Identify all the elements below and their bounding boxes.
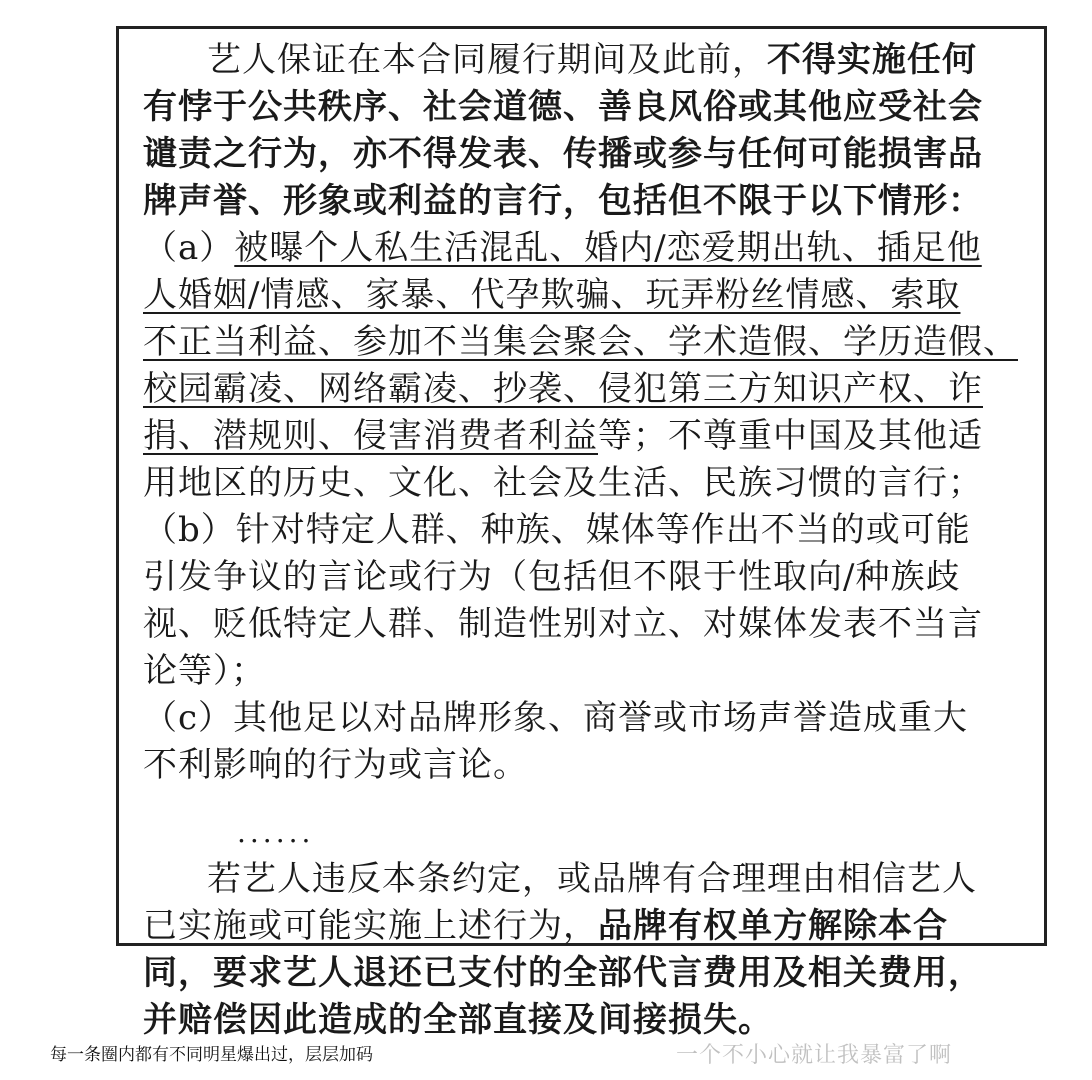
spacer (143, 789, 1038, 809)
text-line: 视、贬低特定人群、制造性别对立、对媒体发表不当言 (143, 604, 983, 644)
text-line: （c）其他足以对品牌形象、商誉或市场声誉造成重大 (143, 698, 969, 738)
text-line: 已实施或可能实施上述行为，品牌有权单方解除本合 (143, 906, 948, 946)
contract-text (143, 37, 1038, 1044)
watermark: 一个不小心就让我暴富了啊 (676, 1043, 953, 1068)
text-line: 艺人保证在本合同履行期间及此前，不得实施任何 (207, 40, 977, 80)
contract-excerpt (116, 26, 1047, 1040)
ellipsis: ...... (237, 816, 315, 849)
text-line: 引发争议的言论或行为（包括但不限于性取向/种族歧 (143, 557, 961, 597)
text-line: 谴责之行为，亦不得发表、传播或参与任何可能损害品 (143, 134, 983, 174)
underlined-text: 捐、潜规则、侵害消费者利益 (143, 416, 598, 456)
underlined-text: 人婚姻/情感、家暴、代孕欺骗、玩弄粉丝情感、索取 (143, 275, 961, 315)
post-caption: 每一条圈内都有不同明星爆出过，层层加码 (50, 1045, 373, 1065)
text-line: 用地区的历史、文化、社会及生活、民族习惯的言行； (143, 463, 983, 503)
text-line: （a）被曝个人私生活混乱、婚内/恋爱期出轨、插足他 (143, 228, 982, 268)
text-line: 论等）； (143, 651, 266, 691)
underlined-text: 不正当利益、参加不当集会聚会、学术造假、学历造假、 (143, 322, 1018, 362)
underlined-text: 校园霸凌、网络霸凌、抄袭、侵犯第三方知识产权、诈 (143, 369, 983, 409)
text-line: 有悖于公共秩序、社会道德、善良风俗或其他应受社会 (143, 87, 983, 127)
text-line: （b）针对特定人群、种族、媒体等作出不当的或可能 (143, 510, 971, 550)
text-line: 捐、潜规则、侵害消费者利益等；不尊重中国及其他适 (143, 416, 983, 456)
text-line: 同，要求艺人退还已支付的全部代言费用及相关费用， (143, 953, 983, 993)
text-line: 并赔偿因此造成的全部直接及间接损失。 (143, 1000, 773, 1040)
text-line: 若艺人违反本条约定，或品牌有合理理由相信艺人 (207, 859, 977, 899)
underlined-text: 被曝个人私生活混乱、婚内/恋爱期出轨、插足他 (234, 228, 982, 268)
text-line: 不利影响的行为或言论。 (143, 745, 528, 785)
text-line: 牌声誉、形象或利益的言行，包括但不限于以下情形： (143, 181, 983, 221)
